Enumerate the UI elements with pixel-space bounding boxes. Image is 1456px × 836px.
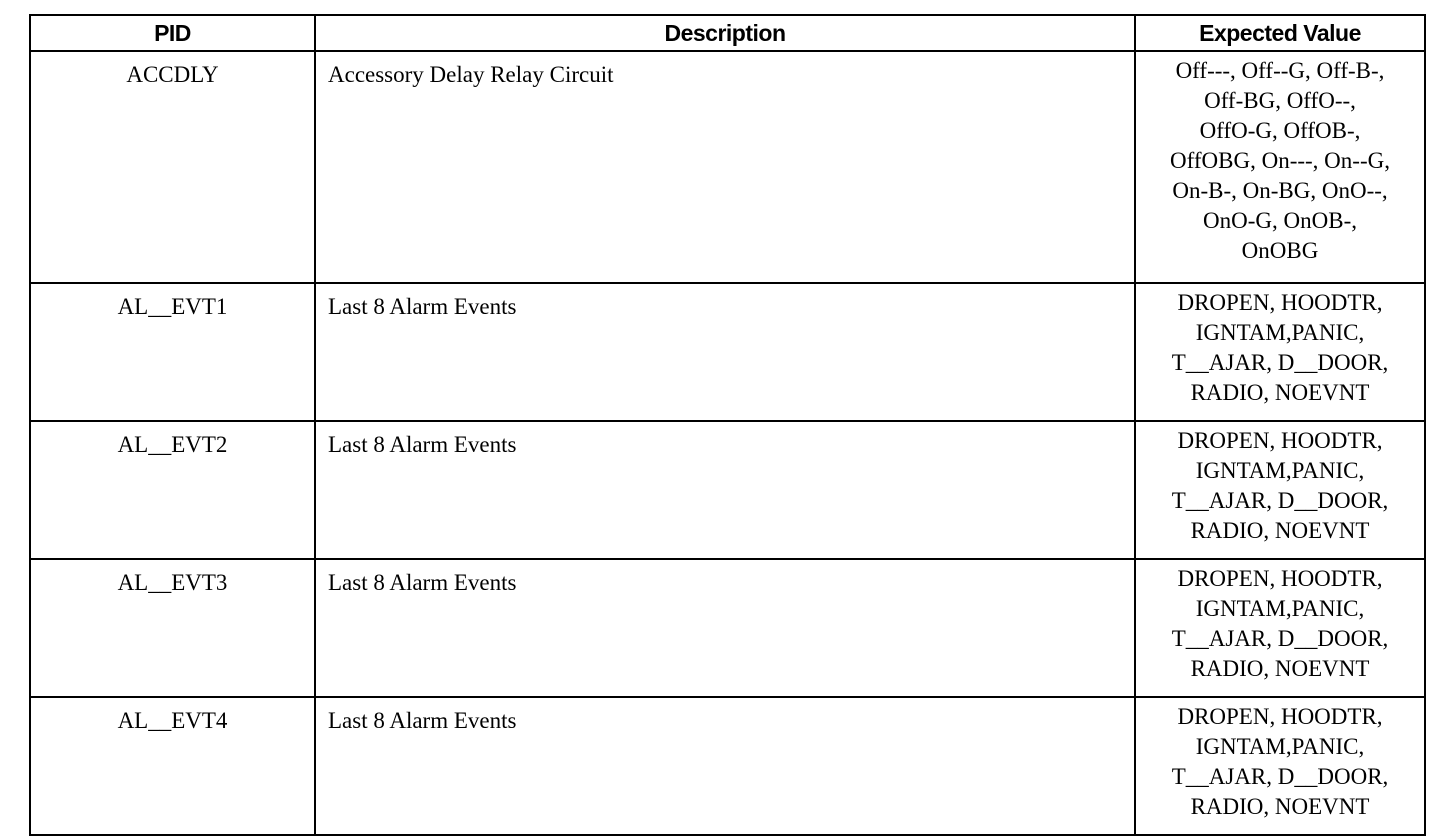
- expected-value-line: DROPEN, HOODTR,: [1177, 428, 1383, 453]
- expected-value-cell: [1135, 51, 1425, 283]
- expected-value-line: Off---, Off--G, Off-B-,: [1175, 58, 1385, 83]
- expected-value-line: OffOBG, On---, On--G,: [1170, 148, 1390, 173]
- expected-value-line: IGNTAM,PANIC,: [1195, 734, 1365, 759]
- expected-value-line: OnO-G, OnOB-,: [1203, 208, 1357, 233]
- header-pid: PID: [30, 15, 315, 51]
- table-header-row: [30, 15, 1425, 51]
- table-row: [30, 283, 1425, 421]
- expected-value-line: T__AJAR, D__DOOR,: [1171, 488, 1389, 513]
- description-cell: Last 8 Alarm Events: [315, 421, 1135, 559]
- expected-value-line: OffO-G, OffOB-,: [1199, 118, 1361, 143]
- pid-cell: AL__EVT3: [30, 559, 315, 697]
- expected-value-line: RADIO, NOEVNT: [1190, 380, 1370, 405]
- table-row: [30, 559, 1425, 697]
- expected-value-line: T__AJAR, D__DOOR,: [1171, 350, 1389, 375]
- expected-value-line: RADIO, NOEVNT: [1190, 518, 1370, 543]
- description-cell: Accessory Delay Relay Circuit: [315, 51, 1135, 283]
- expected-value-cell: [1135, 421, 1425, 559]
- expected-value-line: Off-BG, OffO--,: [1204, 88, 1356, 113]
- expected-value-line: DROPEN, HOODTR,: [1177, 290, 1383, 315]
- description-cell: Last 8 Alarm Events: [315, 697, 1135, 835]
- expected-value-line: IGNTAM,PANIC,: [1195, 320, 1365, 345]
- pid-cell: AL__EVT4: [30, 697, 315, 835]
- pid-cell: ACCDLY: [30, 51, 315, 283]
- table-row: [30, 697, 1425, 835]
- expected-value-line: OnOBG: [1241, 238, 1319, 263]
- expected-value-line: T__AJAR, D__DOOR,: [1171, 764, 1389, 789]
- expected-value-cell: [1135, 283, 1425, 421]
- description-cell: Last 8 Alarm Events: [315, 283, 1135, 421]
- expected-value-line: DROPEN, HOODTR,: [1177, 704, 1383, 729]
- pid-cell: AL__EVT2: [30, 421, 315, 559]
- expected-value-line: RADIO, NOEVNT: [1190, 656, 1370, 681]
- expected-value-line: IGNTAM,PANIC,: [1195, 596, 1365, 621]
- pid-cell: AL__EVT1: [30, 283, 315, 421]
- expected-value-line: On-B-, On-BG, OnO--,: [1172, 178, 1388, 203]
- expected-value-line: T__AJAR, D__DOOR,: [1171, 626, 1389, 651]
- expected-value-line: IGNTAM,PANIC,: [1195, 458, 1365, 483]
- description-cell: Last 8 Alarm Events: [315, 559, 1135, 697]
- expected-value-line: RADIO, NOEVNT: [1190, 794, 1370, 819]
- header-description: Description: [315, 15, 1135, 51]
- table-row: [30, 51, 1425, 283]
- expected-value-line: DROPEN, HOODTR,: [1177, 566, 1383, 591]
- pid-table: [29, 14, 1426, 836]
- table-row: [30, 421, 1425, 559]
- expected-value-cell: [1135, 697, 1425, 835]
- header-expected-value: Expected Value: [1135, 15, 1425, 51]
- expected-value-cell: [1135, 559, 1425, 697]
